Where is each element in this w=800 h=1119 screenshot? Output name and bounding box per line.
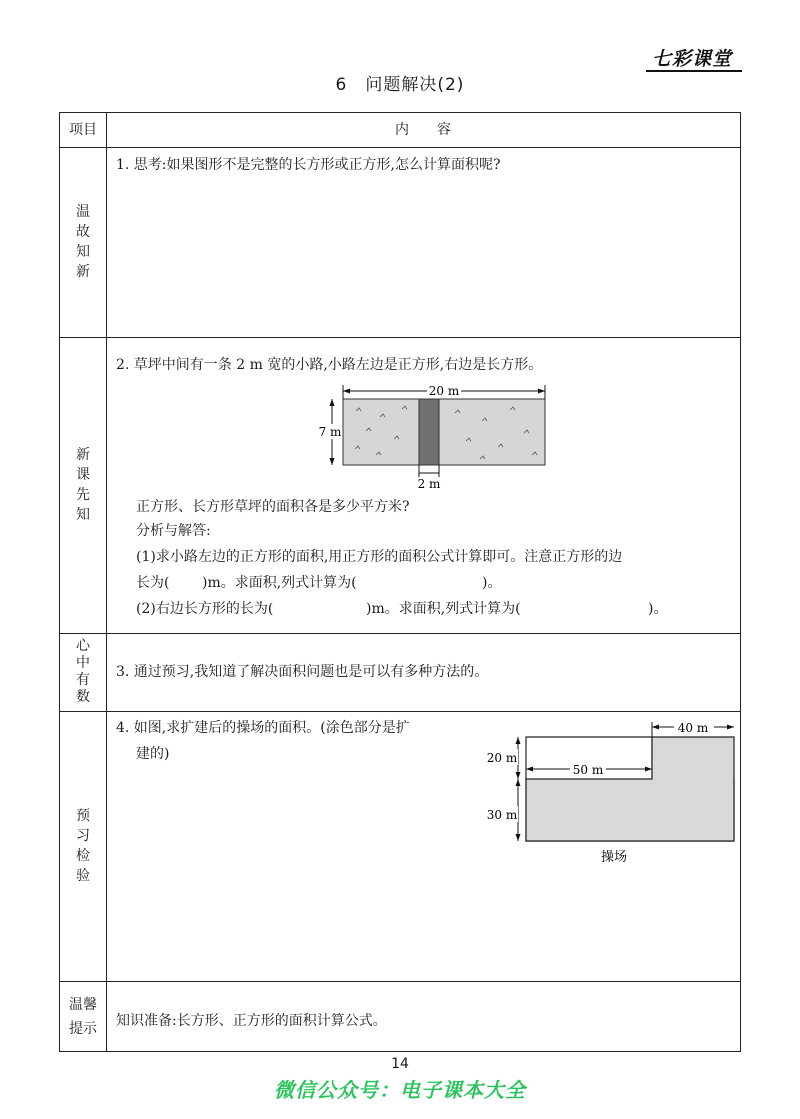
worksheet-table [59, 112, 741, 1052]
arrow-left-icon [343, 389, 350, 394]
square-lawn [343, 399, 419, 465]
watermark: 微信公众号：电子课本大全 [274, 1078, 526, 1102]
question-4-line-2: 建的) [136, 746, 170, 762]
row-divider [60, 711, 740, 712]
row-label-insight: 心中有数 [76, 638, 90, 705]
row-divider [60, 337, 740, 338]
label-40m: 40 m [677, 721, 709, 735]
label-50m: 50 m [572, 763, 604, 777]
analysis-title: 分析与解答: [136, 523, 211, 539]
step-1-close: )。 [482, 575, 502, 591]
question-4-line-1: 4. 如图,求扩建后的操场的面积。(涂色部分是扩 [116, 720, 410, 736]
step-2-close: )。 [648, 601, 668, 617]
label-30m: 30 m [486, 808, 518, 822]
playground-caption: 操场 [600, 850, 628, 865]
lawn-figure [310, 379, 560, 491]
label-2m: 2 m [417, 477, 441, 491]
arrow-up-icon [516, 779, 521, 786]
arrow-up-icon [516, 737, 521, 744]
column-header-content: 内 容 [395, 122, 451, 138]
question-3: 3. 通过预习,我知道了解决面积问题也是可以有多种方法的。 [116, 664, 489, 680]
page-number: 14 [391, 1056, 409, 1072]
page-title: 6 问题解决(2) [335, 75, 465, 95]
arrow-down-icon [516, 772, 521, 779]
row-label-check: 预习检验 [76, 808, 90, 884]
column-divider [106, 113, 107, 1051]
row-divider [60, 633, 740, 634]
arrow-right-icon [727, 725, 734, 730]
row-label-tip: 温馨提示 [69, 997, 97, 1037]
arrow-down-icon [330, 458, 335, 465]
question-1: 1. 思考:如果图形不是完整的长方形或正方形,怎么计算面积呢? [116, 157, 501, 173]
arrow-up-icon [330, 399, 335, 406]
step-2-formula-prefix: )m。求面积,列式计算为( [366, 601, 521, 617]
step-1-formula-prefix: )m。求面积,列式计算为( [202, 575, 357, 591]
step-2-length-prefix: (2)右边长方形的长为( [136, 601, 274, 617]
row-divider [60, 147, 740, 148]
arrow-left-icon [652, 725, 659, 730]
playground-figure [484, 717, 740, 867]
column-header-item: 项目 [69, 122, 97, 138]
rectangle-lawn [439, 399, 545, 465]
label-20m: 20 m [428, 384, 460, 398]
step-1-line-1: (1)求小路左边的正方形的面积,用正方形的面积公式计算即可。注意正方形的边 [136, 549, 623, 565]
label-20m: 20 m [486, 751, 518, 765]
lawn-question: 正方形、长方形草坪的面积各是多少平方米? [136, 499, 410, 515]
brand-logo: 七彩课堂 [652, 48, 733, 70]
tip-text: 知识准备:长方形、正方形的面积计算公式。 [116, 1013, 387, 1029]
path-strip [419, 399, 439, 465]
arrow-down-icon [516, 834, 521, 841]
step-1-side-prefix: 长为( [136, 575, 170, 591]
row-label-new-lesson: 新课先知 [76, 447, 90, 523]
label-7m: 7 m [318, 425, 342, 439]
row-divider [60, 981, 740, 982]
arrow-right-icon [538, 389, 545, 394]
question-2: 2. 草坪中间有一条 2 m 宽的小路,小路左边是正方形,右边是长方形。 [116, 357, 543, 373]
row-label-review: 温故知新 [76, 204, 90, 280]
